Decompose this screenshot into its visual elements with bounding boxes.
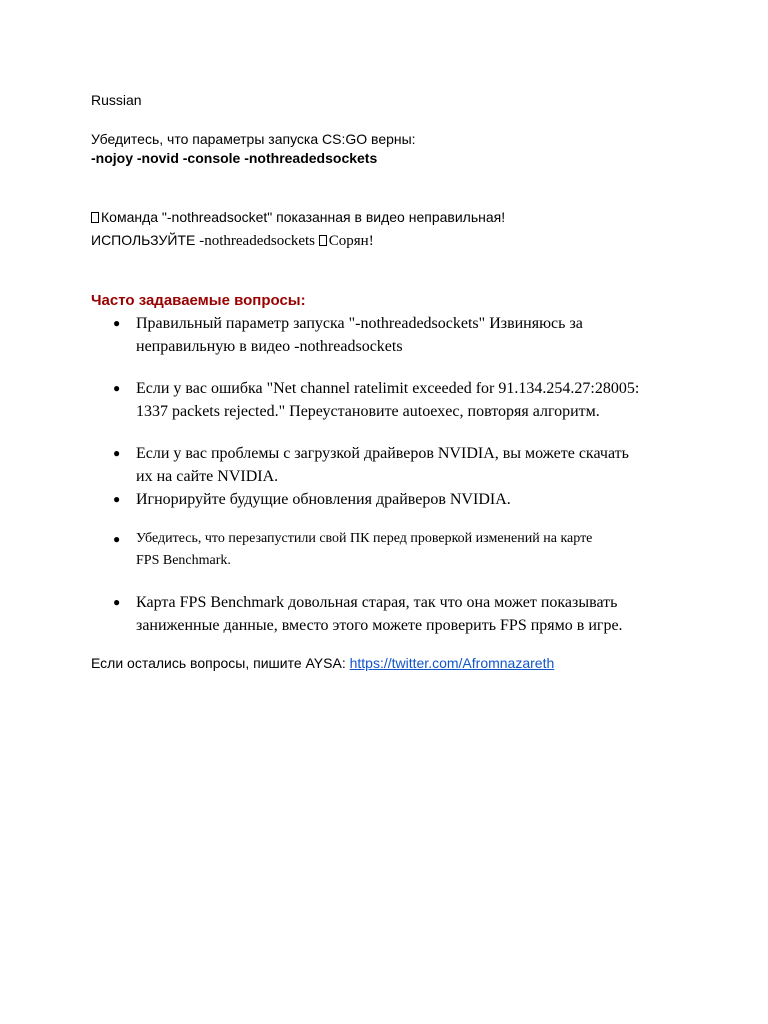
faq-list	[91, 312, 691, 637]
faq-item	[91, 528, 691, 572]
twitter-link[interactable]: https://twitter.com/Afromnazareth	[349, 655, 555, 671]
bullet-icon: ●	[113, 446, 121, 460]
bullet-icon: ●	[113, 595, 121, 609]
faq-item	[91, 488, 691, 511]
faq-item-line: Правильный параметр запуска "-nothreadedsockets" Извиняюсь за	[136, 315, 583, 332]
faq-item	[91, 591, 691, 637]
faq-item-line: 1337 packets rejected." Переустановите autoexec, повторяя алгоритм.	[136, 403, 600, 420]
footer-contact	[91, 655, 554, 671]
faq-item-line: Убедитесь, что перезапустили свой ПК перед проверкой изменений на карте	[136, 531, 593, 546]
faq-item-line: Игнорируйте будущие обновления драйверов NVIDIA.	[136, 491, 511, 508]
missing-glyph-icon	[91, 212, 99, 223]
missing-glyph-icon	[319, 235, 327, 246]
bullet-icon: ●	[113, 381, 121, 395]
warning-correct-param: -nothreadedsockets	[199, 233, 319, 249]
warning-use-prefix: ИСПОЛЬЗУЙТЕ	[91, 232, 200, 248]
faq-item	[91, 442, 691, 488]
warning-line-2	[91, 232, 374, 250]
faq-item-line: Если у вас проблемы с загрузкой драйверов NVIDIA, вы можете скачать	[136, 445, 629, 462]
faq-item-line: FPS Benchmark.	[136, 553, 231, 568]
faq-item-line: Карта FPS Benchmark довольная старая, так что она может показывать	[136, 594, 618, 611]
language-label: Russian	[91, 92, 142, 108]
launch-options-intro: Убедитесь, что параметры запуска CS:GO верны:	[91, 131, 416, 147]
faq-item-line: их на сайте NVIDIA.	[136, 468, 279, 485]
faq-item-line: Если у вас ошибка "Net channel ratelimit exceeded for 91.134.254.27:28005:	[136, 380, 640, 397]
launch-options-params: -nojoy -novid -console -nothreadedsockets	[91, 150, 378, 166]
bullet-icon: ●	[113, 492, 121, 506]
bullet-icon: ●	[113, 532, 121, 546]
footer-text: Если остались вопросы, пишите AYSA:	[91, 655, 350, 671]
warning-line-1	[91, 209, 505, 225]
faq-item-line: неправильную в видео -nothreadsockets	[136, 338, 403, 355]
warning-text-1: Команда "-nothreadsocket" показанная в видео неправильная!	[101, 209, 506, 225]
faq-item	[91, 312, 691, 358]
faq-heading: Часто задаваемые вопросы:	[91, 292, 306, 309]
bullet-icon: ●	[113, 316, 121, 330]
warning-sorry: Сорян!	[328, 233, 374, 249]
faq-item-line: заниженные данные, вместо этого можете проверить FPS прямо в игре.	[136, 617, 623, 634]
faq-item	[91, 377, 691, 423]
